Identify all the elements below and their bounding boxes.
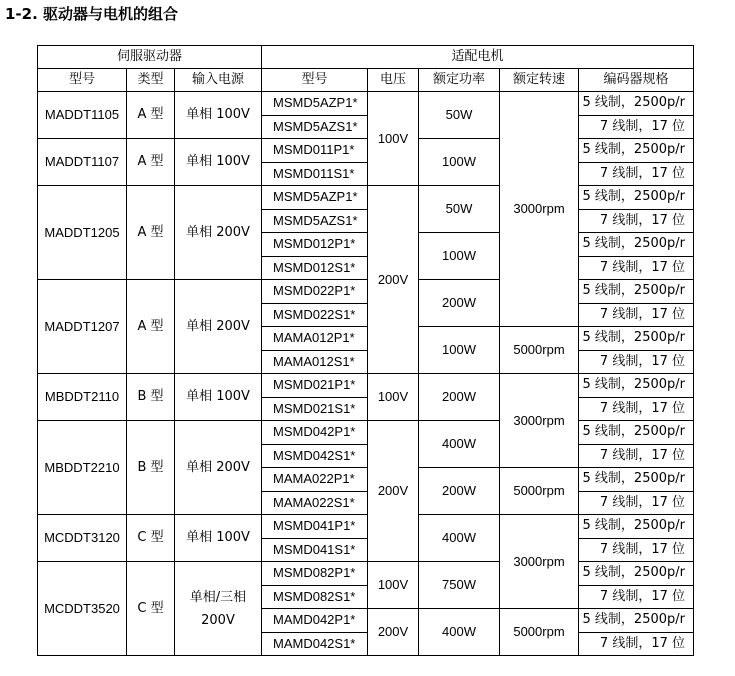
group-driver-header: 伺服驱动器	[38, 46, 262, 69]
encoder-spec: 5 线制，2500p/r	[579, 186, 694, 210]
motor-model: MAMA012P1*	[262, 327, 368, 351]
table-row	[38, 92, 694, 116]
driver-model: MCDDT3120	[38, 515, 127, 562]
voltage: 200V	[368, 421, 419, 562]
rated-speed: 5000rpm	[500, 609, 579, 656]
motor-model: MSMD082S1*	[262, 585, 368, 609]
motor-model: MAMA022P1*	[262, 468, 368, 492]
input-power: 单相 100V	[175, 92, 262, 139]
driver-type: C 型	[127, 515, 175, 562]
driver-model: MBDDT2210	[38, 421, 127, 515]
encoder-spec: 5 线制，2500p/r	[579, 233, 694, 257]
table-row	[38, 562, 694, 586]
encoder-spec: 7 线制，17 位	[579, 538, 694, 562]
motor-model: MSMD011S1*	[262, 162, 368, 186]
table-row	[38, 421, 694, 445]
encoder-spec: 5 线制，2500p/r	[579, 139, 694, 163]
motor-model: MSMD021P1*	[262, 374, 368, 398]
rated-power: 400W	[419, 609, 500, 656]
encoder-spec: 7 线制，17 位	[579, 491, 694, 515]
rated-speed: 5000rpm	[500, 468, 579, 515]
table-row	[38, 139, 694, 163]
input-power	[175, 562, 262, 656]
encoder-spec: 7 线制，17 位	[579, 115, 694, 139]
rated-power: 100W	[419, 327, 500, 374]
driver-type: A 型	[127, 139, 175, 186]
motor-model: MSMD011P1*	[262, 139, 368, 163]
encoder-spec: 7 线制，17 位	[579, 303, 694, 327]
input-power: 单相 100V	[175, 515, 262, 562]
rated-power: 750W	[419, 562, 500, 609]
driver-type: A 型	[127, 186, 175, 280]
motor-model: MSMD021S1*	[262, 397, 368, 421]
group-motor-header: 适配电机	[262, 46, 694, 69]
encoder-spec: 5 线制，2500p/r	[579, 468, 694, 492]
voltage: 100V	[368, 562, 419, 609]
input-power: 单相 200V	[175, 280, 262, 374]
input-power: 单相 200V	[175, 186, 262, 280]
table-row	[38, 374, 694, 398]
rated-power: 200W	[419, 280, 500, 327]
encoder-spec: 7 线制，17 位	[579, 162, 694, 186]
rated-power: 100W	[419, 233, 500, 280]
driver-model: MADDT1205	[38, 186, 127, 280]
encoder-spec: 5 线制，2500p/r	[579, 327, 694, 351]
group-header-row	[38, 46, 694, 69]
rated-power: 50W	[419, 92, 500, 139]
encoder-spec: 5 线制，2500p/r	[579, 562, 694, 586]
rated-power: 200W	[419, 374, 500, 421]
rated-speed: 3000rpm	[500, 92, 579, 327]
encoder-spec: 5 线制，2500p/r	[579, 515, 694, 539]
input-power-line: 200V	[201, 612, 235, 628]
motor-model: MSMD022S1*	[262, 303, 368, 327]
driver-type: B 型	[127, 374, 175, 421]
col-encoder-spec: 编码器规格	[579, 69, 694, 92]
driver-type: B 型	[127, 421, 175, 515]
encoder-spec: 5 线制，2500p/r	[579, 421, 694, 445]
driver-type: A 型	[127, 280, 175, 374]
motor-model: MSMD012S1*	[262, 256, 368, 280]
input-power-line: 单相/三相	[189, 589, 247, 605]
rated-power: 400W	[419, 421, 500, 468]
encoder-spec: 5 线制，2500p/r	[579, 92, 694, 116]
motor-model: MAMA012S1*	[262, 350, 368, 374]
motor-model: MSMD022P1*	[262, 280, 368, 304]
motor-model: MSMD042P1*	[262, 421, 368, 445]
table-row	[38, 186, 694, 210]
motor-model: MSMD5AZP1*	[262, 186, 368, 210]
driver-type: A 型	[127, 92, 175, 139]
rated-power: 100W	[419, 139, 500, 186]
driver-model: MBDDT2110	[38, 374, 127, 421]
voltage: 200V	[368, 186, 419, 374]
col-rated-speed: 额定转速	[500, 69, 579, 92]
motor-model: MSMD041P1*	[262, 515, 368, 539]
driver-model: MADDT1107	[38, 139, 127, 186]
motor-model: MSMD5AZS1*	[262, 115, 368, 139]
rated-speed: 5000rpm	[500, 327, 579, 374]
motor-model: MSMD5AZS1*	[262, 209, 368, 233]
motor-model: MAMA022S1*	[262, 491, 368, 515]
encoder-spec: 5 线制，2500p/r	[579, 280, 694, 304]
voltage: 100V	[368, 92, 419, 186]
voltage: 200V	[368, 609, 419, 656]
col-motor-model: 型号	[262, 69, 368, 92]
encoder-spec: 5 线制，2500p/r	[579, 374, 694, 398]
motor-model: MAMD042S1*	[262, 632, 368, 656]
rated-power: 50W	[419, 186, 500, 233]
driver-model: MADDT1105	[38, 92, 127, 139]
motor-model: MSMD5AZP1*	[262, 92, 368, 116]
input-power: 单相 100V	[175, 374, 262, 421]
motor-model: MSMD082P1*	[262, 562, 368, 586]
encoder-spec: 7 线制，17 位	[579, 585, 694, 609]
encoder-spec: 7 线制，17 位	[579, 397, 694, 421]
table-row	[38, 515, 694, 539]
voltage: 100V	[368, 374, 419, 421]
section-title: 1-2. 驱动器与电机的组合	[5, 5, 179, 23]
column-header-row	[38, 69, 694, 92]
driver-model: MCDDT3520	[38, 562, 127, 656]
rated-power: 200W	[419, 468, 500, 515]
encoder-spec: 7 线制，17 位	[579, 632, 694, 656]
encoder-spec: 7 线制，17 位	[579, 444, 694, 468]
input-power: 单相 100V	[175, 139, 262, 186]
motor-model: MSMD041S1*	[262, 538, 368, 562]
encoder-spec: 7 线制，17 位	[579, 350, 694, 374]
rated-power: 400W	[419, 515, 500, 562]
table-row	[38, 280, 694, 304]
col-driver-model: 型号	[38, 69, 127, 92]
col-voltage: 电压	[368, 69, 419, 92]
rated-speed: 3000rpm	[500, 374, 579, 468]
motor-model: MSMD012P1*	[262, 233, 368, 257]
col-driver-type: 类型	[127, 69, 175, 92]
driver-model: MADDT1207	[38, 280, 127, 374]
encoder-spec: 5 线制，2500p/r	[579, 609, 694, 633]
encoder-spec: 7 线制，17 位	[579, 256, 694, 280]
col-input-power: 输入电源	[175, 69, 262, 92]
rated-speed: 3000rpm	[500, 515, 579, 609]
driver-type: C 型	[127, 562, 175, 656]
motor-model: MSMD042S1*	[262, 444, 368, 468]
col-rated-power: 额定功率	[419, 69, 500, 92]
driver-motor-table	[37, 45, 694, 656]
encoder-spec: 7 线制，17 位	[579, 209, 694, 233]
motor-model: MAMD042P1*	[262, 609, 368, 633]
input-power: 单相 200V	[175, 421, 262, 515]
